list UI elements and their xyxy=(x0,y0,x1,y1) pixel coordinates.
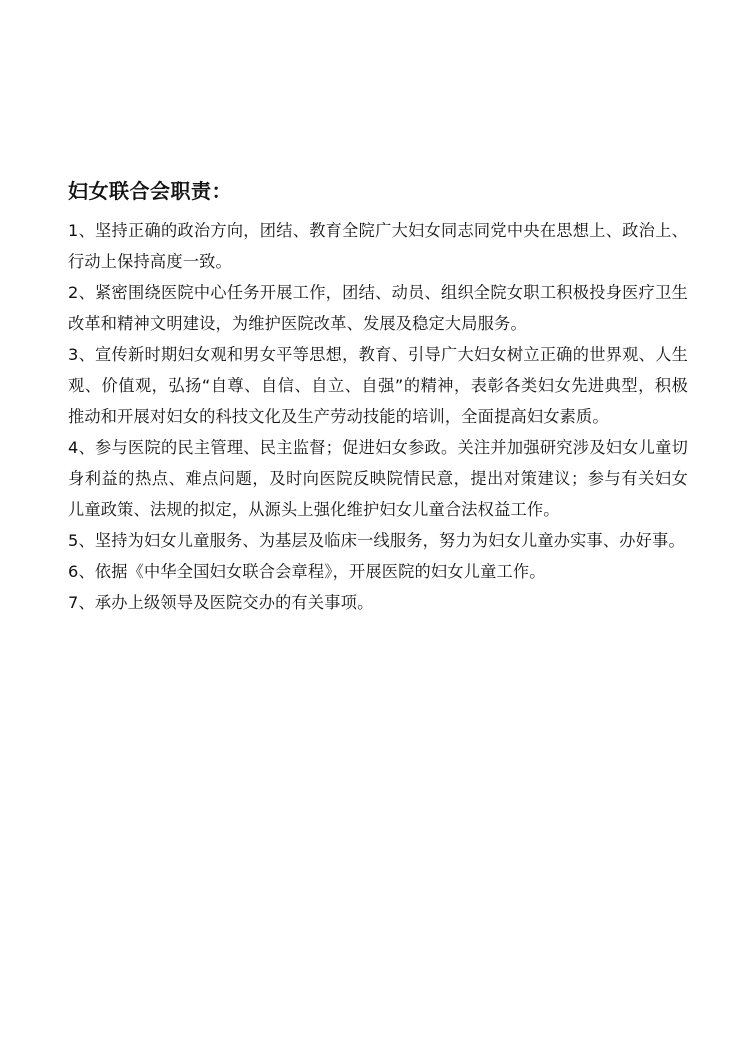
duty-item-1: 1、坚持正确的政治方向，团结、教育全院广大妇女同志同党中央在思想上、政治上、行动上保持高度一致。 xyxy=(68,221,688,271)
page-title: 妇女联合会职责： xyxy=(68,179,232,203)
document-content xyxy=(68,176,688,618)
duty-item-7: 7、承办上级领导及医院交办的有关事项。 xyxy=(68,593,374,612)
duty-item-3: 3、宣传新时期妇女观和男女平等思想，教育、引导广大妇女树立正确的世界观、人生观、价值观，弘扬“自尊、自信、自立、自强”的精神，表彰各类妇女先进典型，积极推动和开展对妇女的科技文化及生产劳动技能的培训，全面提高妇女素质。 xyxy=(68,345,688,426)
duty-item-6: 6、依据《中华全国妇女联合会章程》，开展医院的妇女儿童工作。 xyxy=(68,562,546,581)
duty-item-2: 2、紧密围绕医院中心任务开展工作，团结、动员、组织全院女职工积极投身医疗卫生改革和精神文明建设，为维护医院改革、发展及稳定大局服务。 xyxy=(68,283,688,333)
duty-item-5: 5、坚持为妇女儿童服务、为基层及临床一线服务，努力为妇女儿童办实事、办好事。 xyxy=(68,531,685,550)
duty-item-4: 4、参与医院的民主管理、民主监督；促进妇女参政。关注并加强研究涉及妇女儿童切身利益的热点、难点问题，及时向医院反映院情民意，提出对策建议；参与有关妇女儿童政策、法规的拟定，从源头上强化维护妇女儿童合法权益工作。 xyxy=(68,438,688,519)
duty-list xyxy=(68,215,688,618)
